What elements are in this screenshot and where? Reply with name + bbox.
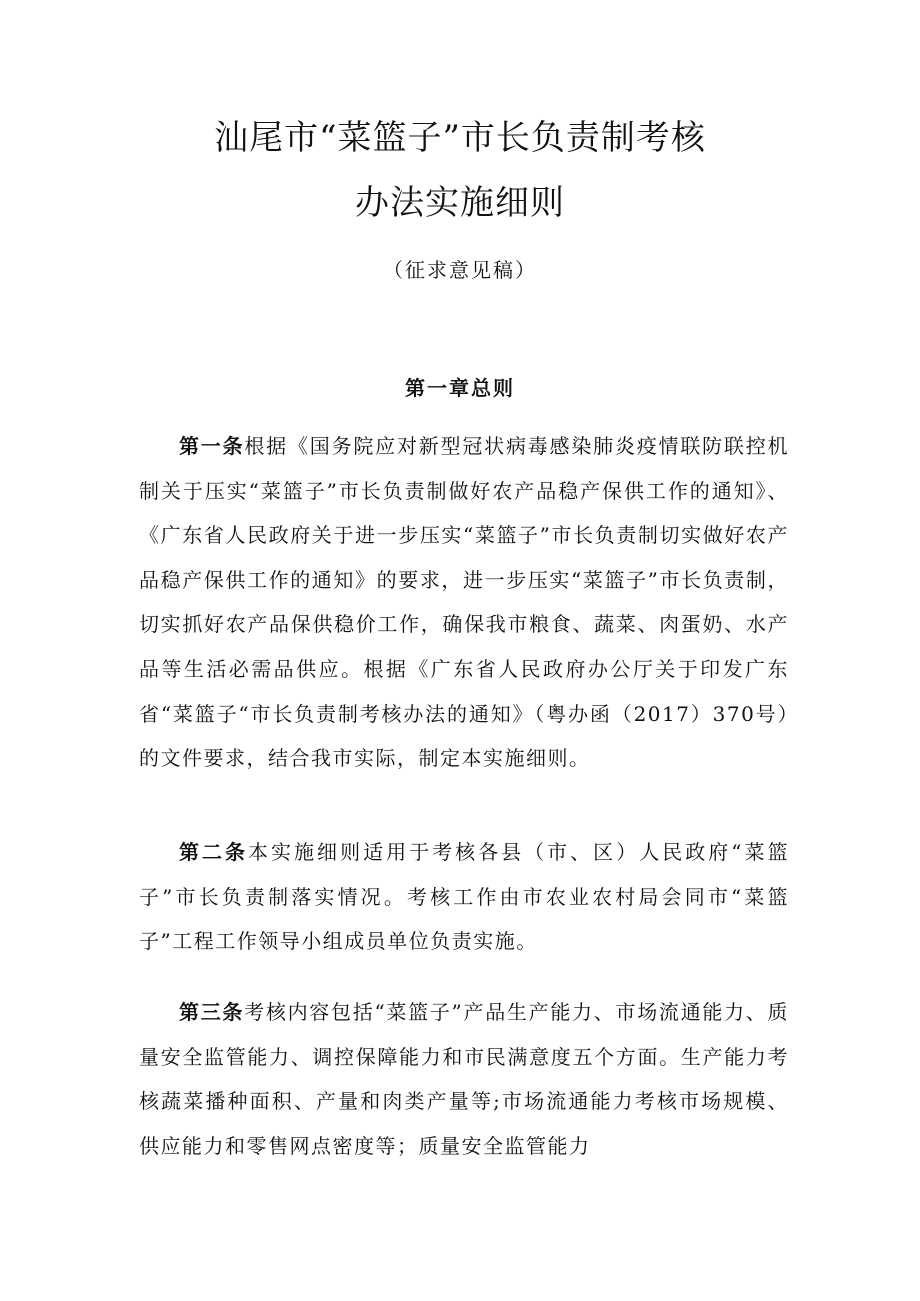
article-3-heading: 第三条 (179, 1000, 245, 1024)
article-3 (139, 990, 789, 1168)
article-3-text: 考核内容包括“菜篮子”产品生产能力、市场流通能力、质量安全监管能力、调控保障能力和市民满意度五个方面。生产能力考核蔬菜播种面积、产量和肉类产量等;市场流通能力考核市场规模、供应能力和零售网点密度等；质量安全监管能力 (139, 1000, 790, 1158)
chapter-heading: 第一章总则 (405, 376, 515, 400)
article-2-heading: 第二条 (179, 840, 249, 864)
article-2-text: 本实施细则适用于考核各县（市、区）人民政府“菜篮子”市长负责制落实情况。考核工作由市农业农村局会同市“菜篮子”工程工作领导小组成员单位负责实施。 (139, 840, 789, 954)
document-title-line-1: 汕尾市“菜篮子”市长负责制考核 (214, 118, 706, 158)
article-1-text: 根据《国务院应对新型冠状病毒感染肺炎疫情联防联控机制关于压实“菜篮子”市长负责制做好农产品稳产保供工作的通知》、《广东省人民政府关于进一步压实“菜篮子”市长负责制切实做好农产品稳产保供工作的通知》的要求，进一步压实“菜篮子”市长负责制，切实抓好农产品保供稳价工作，确保我市粮食、蔬菜、肉蛋奶、水产品等生活必需品供应。根据《广东省人民政府办公厅关于印发广东省“菜篮子“市长负责制考核办法的通知》（粤办函（2017）370号）的文件要求，结合我市实际，制定本实施细则。 (139, 434, 790, 771)
document-title-line-2: 办法实施细则 (355, 183, 565, 223)
draft-subtitle: （征求意见稿） (383, 258, 537, 282)
article-1 (139, 424, 789, 781)
article-1-heading: 第一条 (179, 434, 245, 458)
article-2 (139, 830, 789, 964)
